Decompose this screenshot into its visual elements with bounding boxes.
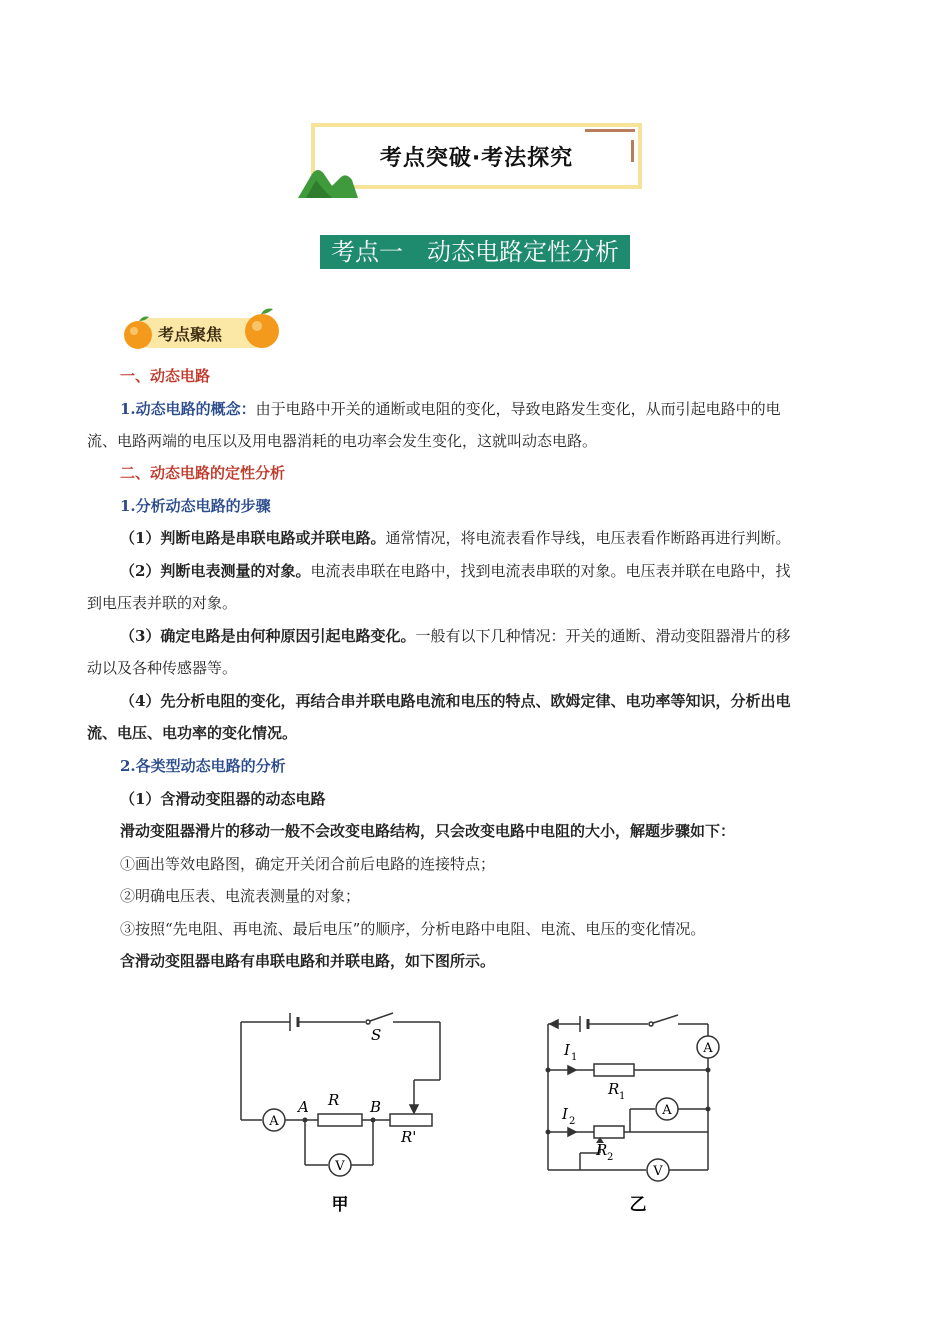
- concept-label: 1.动态电路的概念：: [120, 400, 256, 418]
- step-3: [120, 620, 900, 652]
- resistor-r2-subscript: 2: [607, 1152, 614, 1163]
- step-1: [120, 522, 900, 554]
- concept-text-1: 由于电路中开关的通断或电阻的变化，导致电路发生变化，从而引起电路中的电: [255, 400, 781, 418]
- heading-1: 一、动态电路: [120, 367, 211, 385]
- node-a-label: A: [298, 1098, 309, 1116]
- switch-label: S: [371, 1026, 382, 1044]
- case-1-step-2: ②明确电压表、电流表测量的对象；: [120, 887, 361, 905]
- step-2: [120, 555, 900, 587]
- case-1-last: 含滑动变阻器电路有串联电路和并联电路，如下图所示。: [120, 952, 496, 970]
- figure-b-caption: 乙: [629, 1195, 647, 1215]
- rheostat-label: R': [401, 1128, 417, 1146]
- circuit-diagram-parallel: [540, 1005, 730, 1225]
- case-1-intro: 滑动变阻器滑片的移动一般不会改变电路结构，只会改变电路中电阻的大小，解题步骤如下：: [120, 822, 736, 840]
- case-1-title: （1）含滑动变阻器的动态电路: [120, 790, 326, 808]
- subheading-types: 2.各类型动态电路的分析: [120, 757, 286, 775]
- step-4-2: 流、电压、电功率的变化情况。: [87, 724, 298, 742]
- tag-label: 考点聚焦: [158, 325, 223, 344]
- voltmeter-label: V: [335, 1159, 345, 1174]
- concept-text-2: 流、电路两端的电压以及用电器消耗的电功率会发生变化，这就叫动态电路。: [87, 432, 598, 450]
- resistor-r1-subscript: 1: [619, 1091, 626, 1102]
- figure-a-caption: 甲: [331, 1195, 349, 1215]
- node-b-label: B: [370, 1098, 382, 1116]
- circuit-diagram-series: [230, 1005, 460, 1225]
- heading-2: 二、动态电路的定性分析: [120, 464, 286, 482]
- ammeter-branch-label: A: [662, 1103, 672, 1118]
- subheading-steps: 1.分析动态电路的步骤: [120, 497, 271, 515]
- current-i2-subscript: 2: [569, 1116, 576, 1127]
- voltmeter-label: V: [653, 1164, 663, 1179]
- current-i1-subscript: 1: [571, 1052, 578, 1063]
- step-2-text-1: 电流表串联在电路中，找到电流表串联的对象。电压表并联在电路中，找: [310, 562, 791, 580]
- step-4-1: （4）先分析电阻的变化，再结合串并联电路电流和电压的特点、欧姆定律、电功率等知识，分析出电: [120, 692, 791, 710]
- step-3-text-2: 动以及各种传感器等。: [87, 659, 238, 677]
- step-1-text: 通常情况，将电流表看作导线，电压表看作断路再进行判断。: [385, 529, 791, 547]
- banner-decor-line: [585, 129, 635, 132]
- step-1-bold: （1）判断电路是串联电路或并联电路。: [120, 529, 386, 547]
- banner-title: 考点突破·考法探究: [379, 146, 574, 171]
- ammeter-label: A: [269, 1114, 279, 1129]
- case-1-step-1: ①画出等效电路图，确定开关闭合前后电路的连接特点；: [120, 855, 496, 873]
- resistor-label: R: [328, 1091, 340, 1109]
- ammeter-main-label: A: [703, 1041, 713, 1056]
- step-2-text-2: 到电压表并联的对象。: [87, 594, 238, 612]
- section-title: 考点一 动态电路定性分析: [320, 235, 630, 269]
- paragraph-concept-1: [120, 393, 900, 425]
- current-i1-label: I: [564, 1041, 570, 1059]
- resistor-r1-label: R: [608, 1080, 620, 1098]
- hill-icon: [298, 166, 358, 200]
- step-3-bold: （3）确定电路是由何种原因引起电路变化。: [120, 627, 416, 645]
- resistor-r2-label: R: [596, 1141, 608, 1159]
- current-i2-label: I: [562, 1105, 568, 1123]
- step-3-text-1: 一般有以下几种情况：开关的通断、滑动变阻器滑片的移: [415, 627, 791, 645]
- case-1-step-3: ③按照“先电阻、再电流、最后电压”的顺序，分析电路中电阻、电流、电压的变化情况。: [120, 920, 706, 938]
- step-2-bold: （2）判断电表测量的对象。: [120, 562, 311, 580]
